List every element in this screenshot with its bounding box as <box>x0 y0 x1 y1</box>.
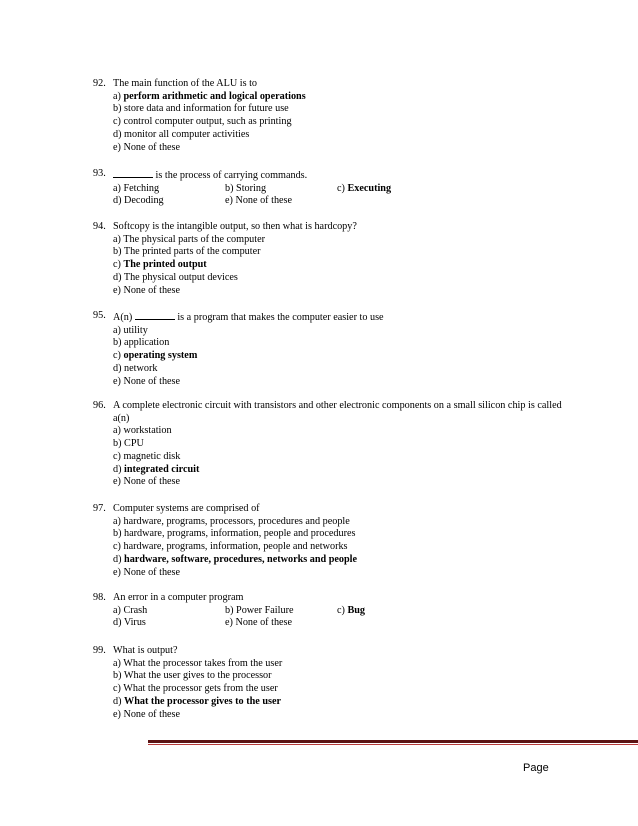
option-c: c) Executing <box>337 182 392 194</box>
option-a: a) What the processor takes from the user <box>113 657 283 669</box>
question-stem <box>93 503 613 516</box>
options-row-2 <box>93 195 613 208</box>
question-96 <box>93 400 613 489</box>
question-text-before: A(n) <box>113 312 133 323</box>
question-number: 97. <box>93 503 106 514</box>
question-text: The main function of the ALU is to <box>113 78 258 89</box>
option-e: e) None of these <box>113 284 181 296</box>
option-c: c) operating system <box>113 350 198 362</box>
option-a: a) hardware, programs, processors, procedures and people <box>113 515 350 527</box>
option-d: d) Virus <box>113 617 146 629</box>
option-d: d) Decoding <box>113 195 164 207</box>
option-d: d) What the processor gives to the user <box>113 695 281 707</box>
question-stem <box>93 310 613 325</box>
option-e: e) None of these <box>113 476 181 488</box>
option-e: e) None of these <box>113 708 181 720</box>
option-d: d) monitor all computer activities <box>113 128 250 140</box>
question-number: 96. <box>93 400 106 411</box>
answer-blank <box>135 310 175 320</box>
option-c: c) hardware, programs, information, people and networks <box>113 541 348 553</box>
option-b: b) hardware, programs, information, people and procedures <box>113 528 356 540</box>
question-number: 98. <box>93 592 106 603</box>
question-number: 95. <box>93 310 106 321</box>
option-b: b) store data and information for future use <box>113 103 289 115</box>
option-b: b) What the user gives to the processor <box>113 670 272 682</box>
option-e: e) None of these <box>113 375 181 387</box>
question-95 <box>93 310 613 388</box>
option-e: e) None of these <box>113 566 181 578</box>
question-text: is the process of carrying commands. <box>155 170 308 181</box>
footer-rule <box>148 740 638 743</box>
question-92 <box>93 78 613 154</box>
question-98 <box>93 592 613 630</box>
option-a: a) workstation <box>113 425 172 437</box>
option-b: b) application <box>113 337 170 349</box>
option-a: a) The physical parts of the computer <box>113 233 266 245</box>
option-d: d) hardware, software, procedures, networks and people <box>113 553 358 565</box>
option-e: e) None of these <box>225 195 293 207</box>
option-a: a) Fetching <box>113 182 160 194</box>
question-94 <box>93 221 613 297</box>
question-stem <box>93 221 613 234</box>
option-c: c) What the processor gets from the user <box>113 683 278 695</box>
option-a: a) utility <box>113 324 148 336</box>
footer-rule-accent <box>148 744 638 745</box>
options-row-2 <box>93 617 613 630</box>
option-d: d) integrated circuit <box>113 463 200 475</box>
option-b: b) The printed parts of the computer <box>113 246 261 258</box>
option-a: a) perform arithmetic and logical operations <box>113 90 306 102</box>
option-c: c) control computer output, such as printing <box>113 116 292 128</box>
options-row-1 <box>93 183 613 196</box>
question-stem <box>93 592 613 605</box>
question-stem <box>93 168 613 183</box>
question-text-after: is a program that makes the computer easier to use <box>177 312 384 323</box>
answer-blank <box>113 168 153 178</box>
option-d: d) The physical output devices <box>113 271 238 283</box>
question-stem <box>93 78 613 91</box>
option-b: b) Power Failure <box>225 604 294 616</box>
question-number: 93. <box>93 168 106 179</box>
option-c: c) Bug <box>337 604 366 616</box>
option-b: b) CPU <box>113 438 144 450</box>
question-text: An error in a computer program <box>113 592 244 603</box>
options-row-1 <box>93 605 613 618</box>
option-e: e) None of these <box>225 617 293 629</box>
question-stem <box>93 400 613 425</box>
page-label: Page <box>523 762 549 774</box>
option-b: b) Storing <box>225 182 267 194</box>
question-text: Computer systems are comprised of <box>113 503 260 514</box>
option-e: e) None of these <box>113 141 181 153</box>
option-d: d) network <box>113 362 158 374</box>
question-99 <box>93 645 613 721</box>
question-text: Softcopy is the intangible output, so then what is hardcopy? <box>113 221 357 232</box>
option-c: c) magnetic disk <box>113 450 181 462</box>
question-93 <box>93 168 613 208</box>
question-number: 99. <box>93 645 106 656</box>
option-c: c) The printed output <box>113 259 207 271</box>
question-97 <box>93 503 613 579</box>
question-number: 94. <box>93 221 106 232</box>
question-number: 92. <box>93 78 106 89</box>
option-a: a) Crash <box>113 604 148 616</box>
question-text: A complete electronic circuit with transistors and other electronic components on a small silicon chip is called a(n) <box>113 400 562 424</box>
question-stem <box>93 645 613 658</box>
question-text: What is output? <box>113 645 178 656</box>
